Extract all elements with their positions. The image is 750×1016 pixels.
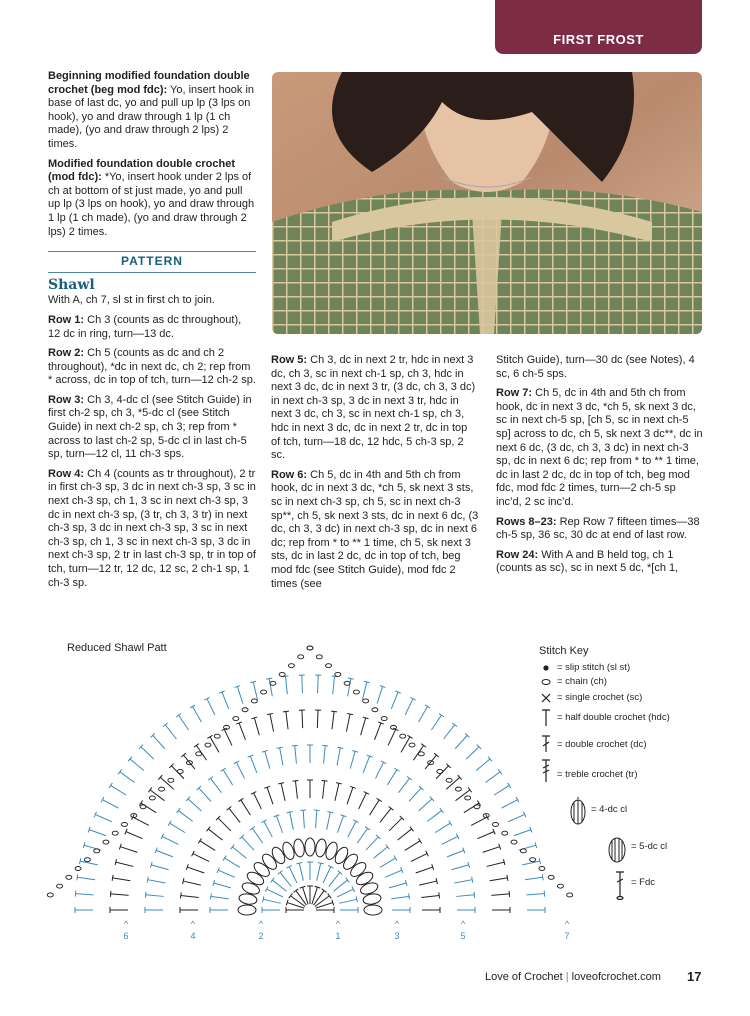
- section-title: FIRST FROST: [553, 32, 644, 47]
- crochet-chart: [30, 630, 590, 945]
- column-3: [496, 354, 704, 582]
- row-label-marker: ^: [258, 919, 264, 929]
- row-text: Ch 3, 4-dc cl (see Stitch Guide) in first ch-2 sp, ch 3, *5-dc cl (see Stitch Guide) in next ch-2 sp, ch 3; rep from * across to last ch-2 sp, 5-dc cl in last ch-5 sp, turn—12 cl, 11 ch-3 sps.: [48, 393, 252, 461]
- definition-text: Yo, insert hook in base of last dc, yo and pull up lp (3 lps on hook), yo and draw through 1 lp (1 ch made), (yo and draw through 2 lps) 2 times.: [48, 83, 255, 150]
- row-label: Row 3:: [48, 393, 85, 406]
- row-label-marker: ^: [394, 919, 400, 929]
- page-number: 17: [687, 969, 702, 984]
- row-label: Row 6:: [271, 468, 308, 481]
- section-tab: [495, 0, 702, 54]
- row-label-marker: ^: [335, 919, 341, 929]
- term: Beginning modified foundation double crochet (beg mod fdc):: [48, 70, 250, 96]
- definition-mod-fdc: [48, 158, 256, 240]
- row-text: Ch 5, dc in 4th and 5th ch from hook, dc in next 3 dc, *ch 5, sk next 3 dc, sc in next ch-5 sp, [ch 5, sc in next ch-5 sp] across to dc, ch 5, sk next 3 dc**, dc in next 6 dc, (3 dc, ch 3, 3 dc) in next ch-3 sp, dc in next 6 dc; rep from * to ** 1 time, dc in last 2 dc, dc in top of tch, beg mod fdc, mod fdc 2 times, turn—2 ch-5 sp inc’d, 2 sc inc’d.: [496, 387, 703, 508]
- key-item-slip-stitch: = slip stitch (sl st): [557, 662, 631, 673]
- row-1: [48, 314, 256, 341]
- term: Modified foundation double crochet (mod fdc):: [48, 157, 235, 184]
- half-double-crochet-symbol: [542, 710, 550, 726]
- key-item-4-dc-cl: = 4-dc cl: [591, 804, 628, 815]
- footer: [485, 971, 661, 983]
- row-label: Row 4:: [48, 467, 85, 480]
- row-text: With A and B held tog, ch 1 (counts as sc), sc in next 5 dc, *[ch 1,: [496, 548, 679, 575]
- row-5: [271, 354, 479, 463]
- row-label-4: 4: [190, 931, 196, 941]
- shawl-title: Shawl: [48, 276, 95, 293]
- chart-title: Reduced Shawl Patt: [67, 642, 167, 654]
- row-text: Ch 4 (counts as tr throughout), 2 tr in first ch-3 sp, 3 dc in next ch-3 sp, 3 sc in next ch-3 sp, ch 1, 3 sc in next ch-3 sp, 3 dc in next ch-3 sp, (3 tr, ch 3, 3 tr) in next ch-3 sp, 3 dc in next ch-3 sp, 3 sc in next ch-3 sp, ch 1, 3 sc in next ch-3 sp, 3 dc in next ch-3 sp, 2 tr in last ch-3 sp, tr in top of tch, turn—12 tr, 12 dc, 12 sc, 2 ch-1 sp, 1 ch-3 sp.: [48, 467, 256, 589]
- definition-beg-mod-fdc: [48, 70, 256, 152]
- chart-row-7: [110, 710, 510, 913]
- row-text: Ch 5, dc in 4th and 5th ch from hook, dc in next 3 dc, *ch 5, sk next 3 sts, sc in next ch-3 sp, ch 5, sc in next ch-3 sp**, ch 5, sk next 3 sts, dc in next 6 dc, (3 dc, ch 3, 3 dc) in next ch-3 sp, dc in next 6 dc; rep from * to ** 1 time, ch 5, sk next 3 sts, dc in last 2 dc, dc in top of tch, beg mod fdc (see Stitch Guide), mod fdc 2 times (see: [271, 468, 479, 590]
- row-label: Rows 8–23:: [496, 515, 557, 528]
- row-2: [48, 347, 256, 388]
- website-link[interactable]: loveofcrochet.com: [571, 971, 661, 983]
- footer-separator: |: [562, 971, 572, 983]
- row-text: Rep Row 7 fifteen times—38 ch-5 sp, 36 sc, 30 dc at end of last row.: [496, 515, 700, 542]
- row-6-continued: Stitch Guide), turn—30 dc (see Notes), 4 sc, 6 ch-5 sps.: [496, 354, 695, 380]
- row-text: Ch 3, dc in next 2 tr, hdc in next 3 dc, ch 3, sc in next ch-1 sp, ch 3, hdc in next 3 dc, dc in next 3 tr, (3 dc, ch 3, 3 dc) in next ch-3 sp, 3 dc in next 3 tr, hdc in next 3 dc, ch 3, sc in next ch-1 sp, ch 3, hdc in next 3 dc, dc in next 2 tr, dc in top of tch, turn—18 dc, 12 hdc, 5 ch-3 sp, 2 sc.: [271, 354, 476, 462]
- row-label-7: 7: [564, 931, 570, 941]
- shawl-intro: With A, ch 7, sl st in first ch to join.: [48, 294, 215, 307]
- shawl-photo: [272, 72, 702, 334]
- row-label: Row 7:: [496, 387, 533, 400]
- row-text: Ch 3 (counts as dc throughout), 12 dc in ring, turn—13 dc.: [48, 313, 242, 340]
- row-label-6: 6: [123, 931, 129, 941]
- row-label-marker: ^: [564, 919, 570, 929]
- row-label-marker: ^: [460, 919, 466, 929]
- row-label: Row 1:: [48, 313, 85, 326]
- row-text: Ch 5 (counts as dc and ch 2 throughout), *dc in next dc, ch 2; rep from * across, dc in top of tch, turn—12 ch-2 sp.: [48, 347, 256, 387]
- chain-symbol: [542, 680, 550, 685]
- column-1: [48, 70, 256, 596]
- key-item-treble-crochet: = treble crochet (tr): [557, 769, 638, 780]
- row-label: Row 2:: [48, 347, 85, 360]
- four-dc-cluster-symbol: [571, 797, 585, 824]
- chart-row-1: [286, 886, 334, 913]
- row-label-marker: ^: [123, 919, 129, 929]
- treble-crochet-symbol: [542, 760, 550, 782]
- row-label: Row 5:: [271, 354, 308, 366]
- row-label-3: 3: [394, 931, 400, 941]
- row-3: [48, 394, 256, 462]
- row-label-2: 2: [258, 931, 264, 941]
- key-item-single-crochet: = single crochet (sc): [557, 692, 643, 703]
- five-dc-cluster-symbol: [609, 838, 625, 862]
- row-label-marker: ^: [190, 919, 196, 929]
- rows-8-23: [496, 516, 704, 543]
- column-2: [271, 354, 479, 597]
- key-item-5-dc-cl: = 5-dc cl: [631, 841, 668, 852]
- row-label-5: 5: [460, 931, 466, 941]
- definition-text: *Yo, insert hook under 2 lps of ch at bottom of st just made, yo and pull up lp (3 lps on hook), yo and draw through 1 lp (1 ch made), (yo and draw through 2 lps) 2 times.: [48, 171, 255, 238]
- row-6: [271, 469, 479, 591]
- row-7: [496, 387, 704, 509]
- key-item-double-crochet: = double crochet (dc): [557, 739, 647, 750]
- double-crochet-symbol: [542, 736, 550, 752]
- single-crochet-symbol: [542, 694, 550, 702]
- row-label-1: 1: [335, 931, 341, 941]
- key-item-chain: = chain (ch): [557, 676, 607, 687]
- stitch-key-title: Stitch Key: [539, 645, 589, 657]
- magazine-name: Love of Crochet: [485, 971, 563, 983]
- slip-stitch-symbol: [543, 665, 548, 670]
- key-item-fdc: = Fdc: [631, 877, 656, 888]
- chart-chain-edge: [47, 646, 572, 897]
- row-4: [48, 468, 256, 590]
- key-item-half-double-crochet: = half double crochet (hdc): [557, 712, 670, 723]
- pattern-heading: PATTERN: [48, 251, 256, 273]
- fdc-symbol: [616, 872, 624, 900]
- row-label: Row 24:: [496, 548, 539, 561]
- row-24: [496, 549, 704, 576]
